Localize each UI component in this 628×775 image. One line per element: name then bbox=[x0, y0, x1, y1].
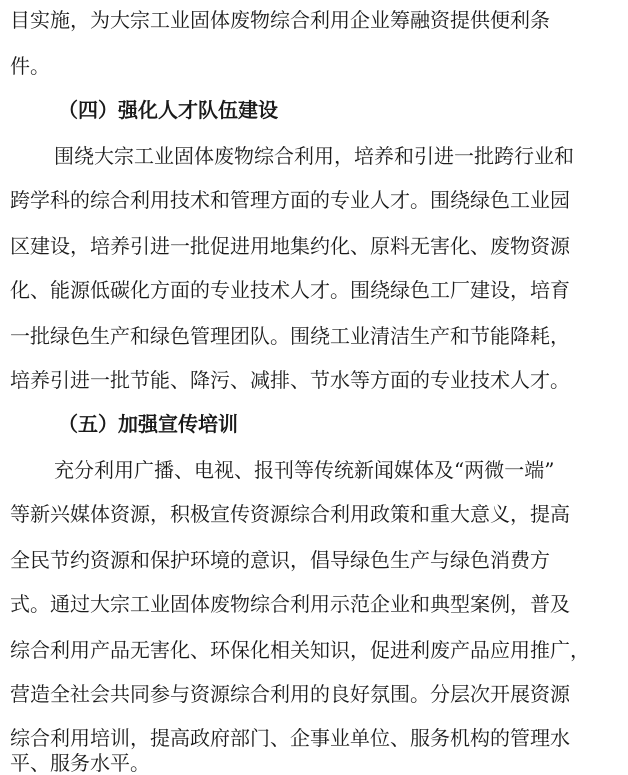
paragraph-line: 跨学科的综合利用技术和管理方面的专业人才。围绕绿色工业园 bbox=[10, 188, 570, 212]
paragraph-line: 综合利用培训，提高政府部门、企事业单位、服务机构的管理水 bbox=[10, 726, 570, 750]
paragraph-line: 一批绿色生产和绿色管理团队。围绕工业清洁生产和节能降耗， bbox=[10, 324, 570, 348]
section-heading: （四）强化人才队伍建设 bbox=[58, 98, 278, 122]
paragraph-line: 全民节约资源和保护环境的意识，倡导绿色生产与绿色消费方 bbox=[10, 548, 550, 572]
paragraph-line: 区建设，培养引进一批促进用地集约化、原料无害化、废物资源 bbox=[10, 234, 570, 258]
paragraph-line: 平、服务水平。 bbox=[10, 751, 150, 775]
paragraph-line: 化、能源低碳化方面的专业技术人才。围绕绿色工厂建设，培育 bbox=[10, 278, 570, 302]
paragraph-line: 件。 bbox=[10, 54, 50, 78]
paragraph-line: 式。通过大宗工业固体废物综合利用示范企业和典型案例，普及 bbox=[10, 592, 570, 616]
paragraph-line: 综合利用产品无害化、环保化相关知识，促进利废产品应用推广， bbox=[10, 638, 590, 662]
paragraph-line: 围绕大宗工业固体废物综合利用，培养和引进一批跨行业和 bbox=[54, 144, 574, 168]
paragraph-line: 等新兴媒体资源，积极宣传资源综合利用政策和重大意义，提高 bbox=[10, 502, 570, 526]
paragraph-line: 培养引进一批节能、降污、减排、节水等方面的专业技术人才。 bbox=[10, 368, 570, 392]
section-heading: （五）加强宣传培训 bbox=[58, 412, 238, 436]
paragraph-line: 充分利用广播、电视、报刊等传统新闻媒体及“两微一端” bbox=[54, 458, 555, 482]
paragraph-line: 营造全社会共同参与资源综合利用的良好氛围。分层次开展资源 bbox=[10, 682, 570, 706]
paragraph-line: 目实施，为大宗工业固体废物综合利用企业筹融资提供便利条 bbox=[10, 8, 550, 32]
